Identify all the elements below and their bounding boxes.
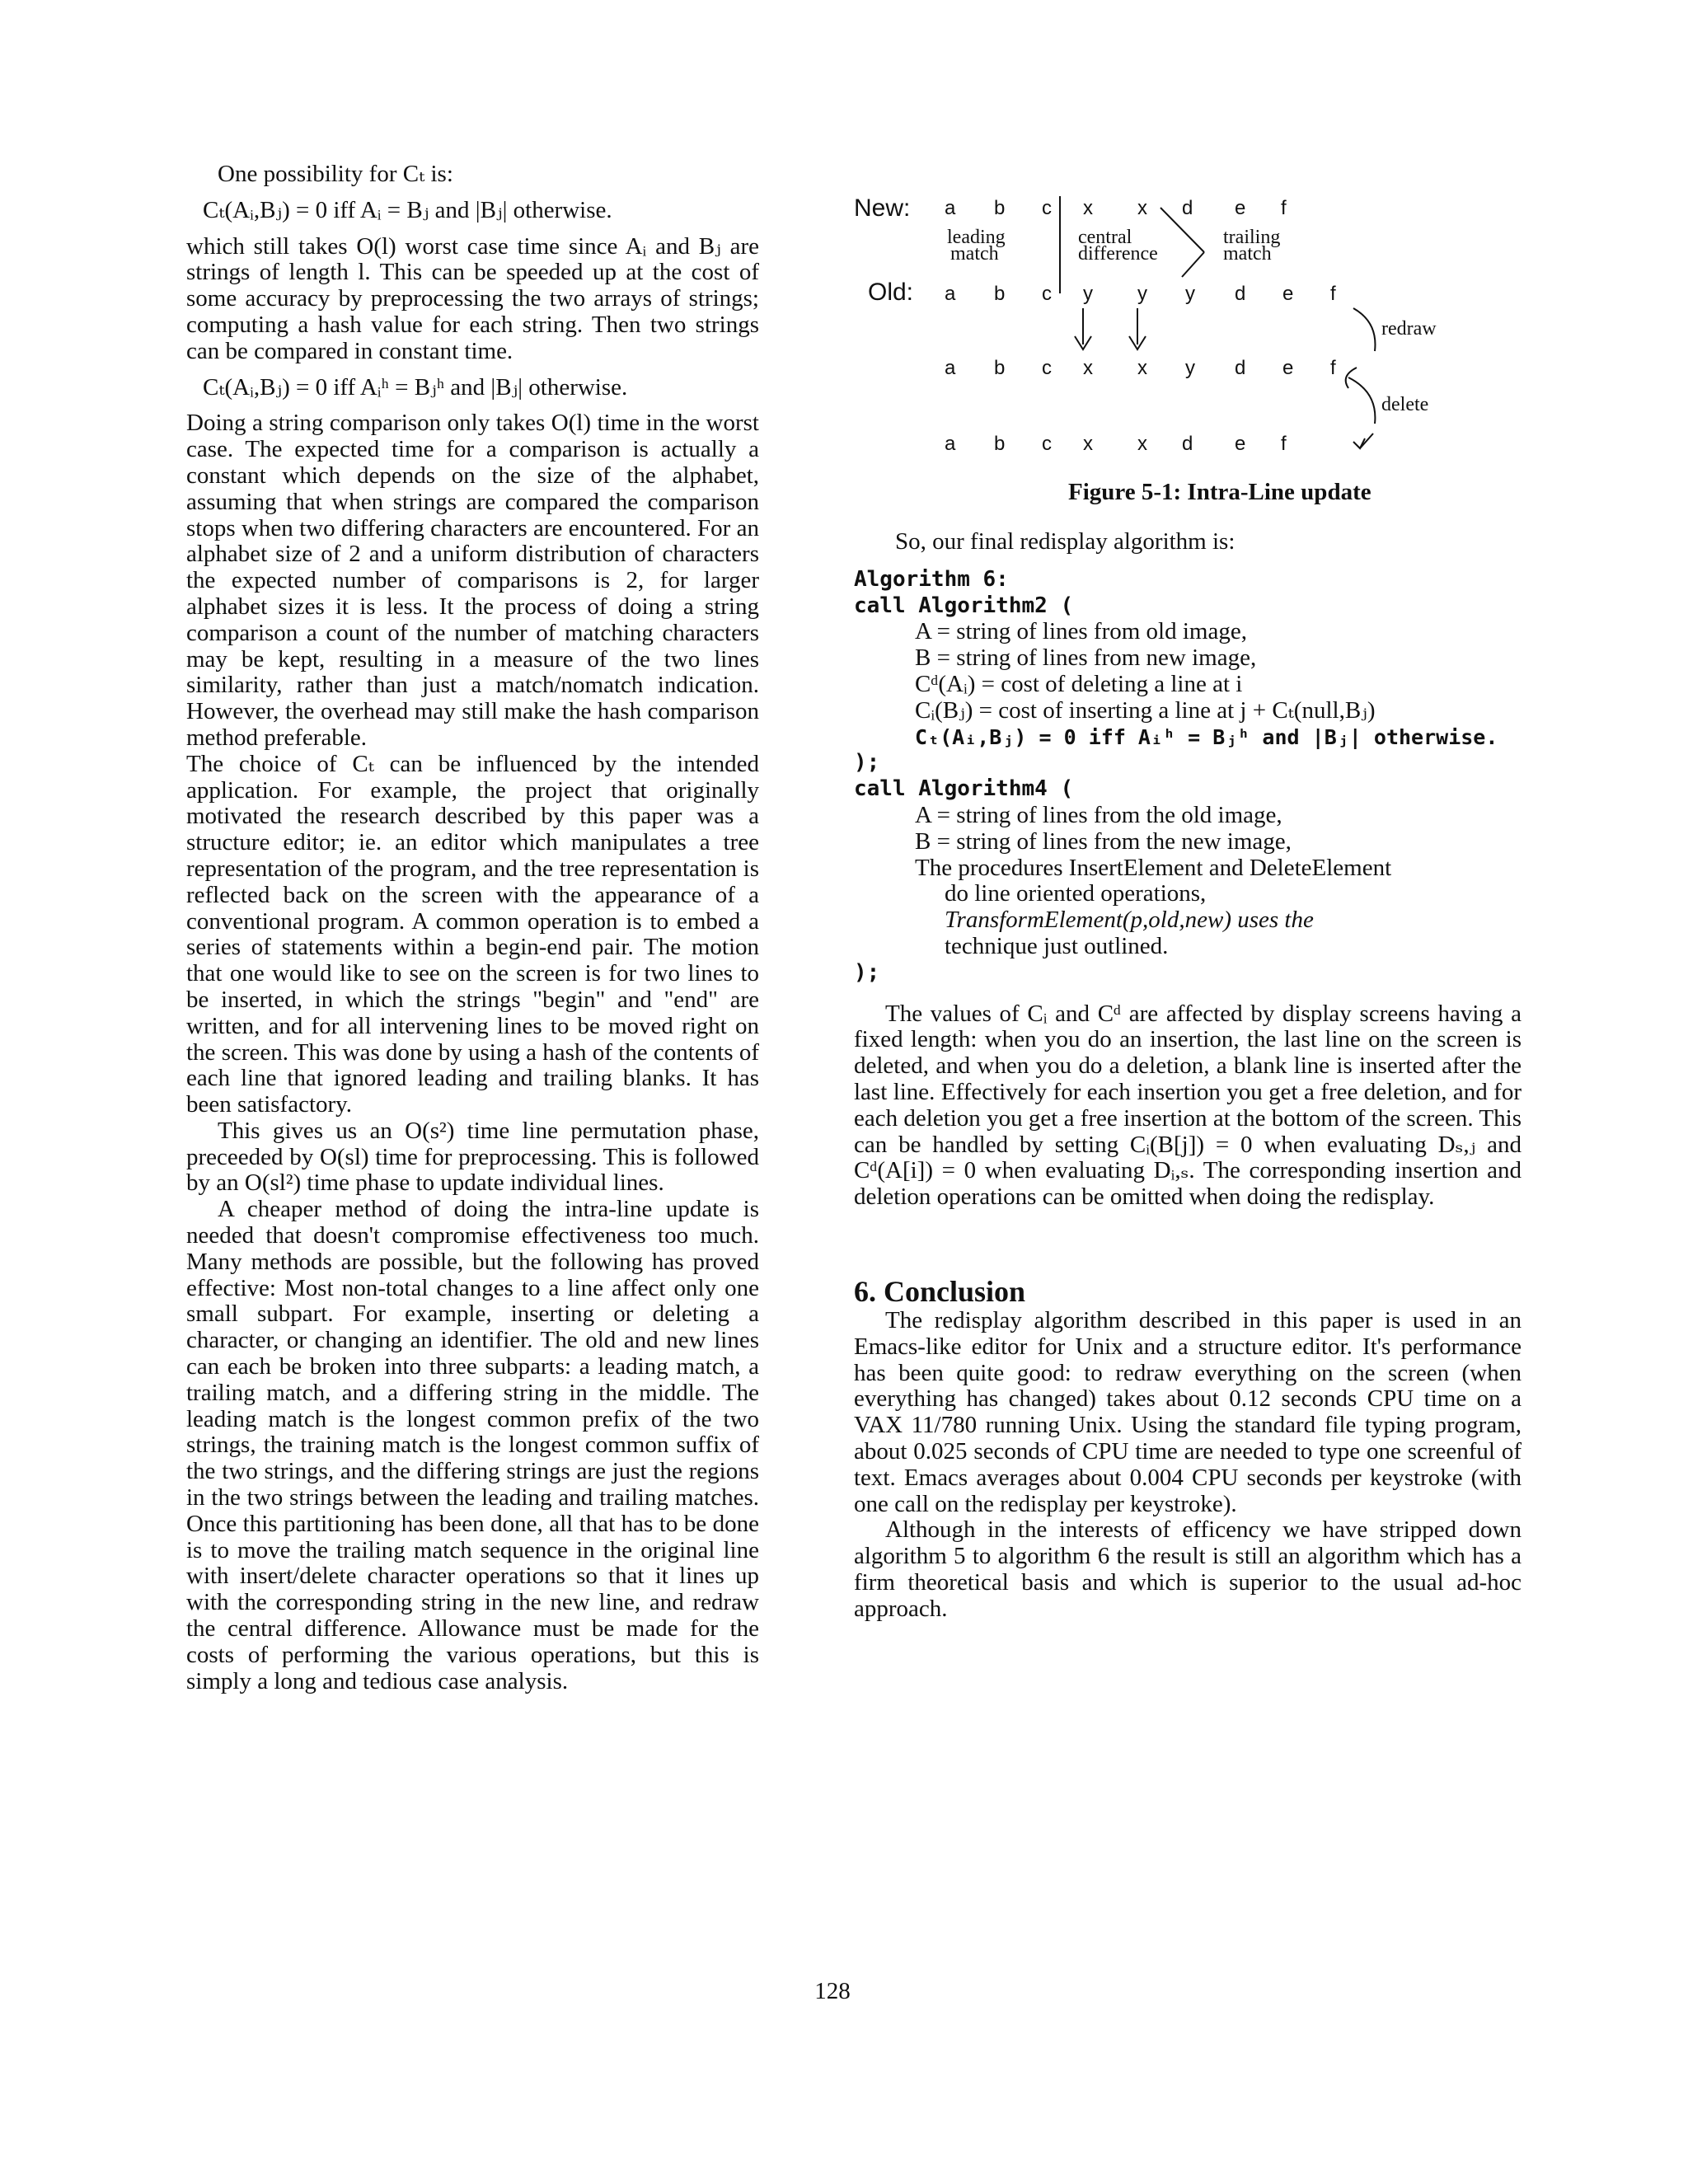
code-line: do line oriented operations, [945, 880, 1207, 907]
figure-char: c [1042, 357, 1052, 379]
algorithm-title: Algorithm 6: [854, 566, 1009, 592]
paragraph: One possibility for Cₜ is: [218, 161, 453, 187]
figure-intra-line-update [854, 162, 1522, 508]
right-column [854, 162, 1522, 1622]
redraw-bracket [1353, 308, 1375, 351]
section-heading: 6. Conclusion [854, 1274, 1026, 1308]
code-line: Cₜ(Aᵢ,Bⱼ) = 0 iff Aᵢʰ = Bⱼʰ and |Bⱼ| otherwise. [915, 724, 1498, 749]
figure-char: f [1281, 433, 1287, 455]
paragraph: Doing a string comparison only takes O(l) time in the worst case. The expected time for a comparison is actually a constant which depends on the size of the alphabet, assuming that when strings are compared the comparison stops when two differing characters are encountered. For an alphabet size of 2 and a uniform distribution of characters the expected number of comparisons is 2, for larger alphabet sizes it is less. It the process of doing a string comparison a count of the number of matching characters may be kept, resulting in a measure of the two lines similarity, rather than just a match/nomatch indication. However, the overhead may still make the hash comparison method preferable. [186, 410, 759, 751]
figure-char: x [1137, 357, 1147, 379]
trailing-label-2: match [1223, 243, 1272, 265]
code-line: Cᵈ(Aᵢ) = cost of deleting a line at i [915, 670, 1243, 697]
code-line: B = string of lines from new image, [915, 644, 1257, 672]
figure-char: b [994, 433, 1006, 455]
figure-char: e [1282, 283, 1294, 305]
figure-char: x [1137, 197, 1147, 219]
figure-char: e [1235, 197, 1246, 219]
figure-char: y [1083, 283, 1093, 305]
central-label-2: difference [1078, 243, 1158, 265]
redraw-label: redraw [1381, 318, 1437, 340]
figure-char: a [945, 433, 956, 455]
figure-diagram [854, 162, 1522, 508]
new-line-chars [945, 197, 1287, 219]
code-line: A = string of lines from the old image, [915, 801, 1282, 828]
code-line: ); [854, 959, 880, 985]
code-line: TransformElement(p,old,new) uses the [945, 907, 1314, 934]
figure-char: c [1042, 433, 1052, 455]
paragraph: This gives us an O(s²) time line permutation phase, preceeded by O(sl) time for preprocessing. This is followed by an O(sl²) time phase to update individual lines. [186, 1117, 759, 1197]
figure-char: f [1281, 197, 1287, 219]
figure-caption: Figure 5-1: Intra-Line update [1068, 479, 1372, 505]
page-number: 128 [814, 1978, 851, 2004]
code-line: The procedures InsertElement and DeleteElement [915, 854, 1392, 881]
trailing-label: trailing [1223, 227, 1281, 248]
figure-char: a [945, 197, 956, 219]
final-line-chars [945, 433, 1287, 455]
figure-char: d [1235, 283, 1246, 305]
new-label: New: [854, 194, 911, 222]
figure-char: x [1083, 197, 1093, 219]
code-line: call Algorithm4 ( [854, 776, 1074, 802]
figure-char: d [1182, 433, 1193, 455]
algorithm-6 [854, 567, 1522, 987]
figure-char: y [1137, 283, 1147, 305]
left-column [186, 162, 759, 1694]
figure-char: c [1042, 283, 1052, 305]
leading-label-2: match [950, 243, 999, 265]
code-line: technique just outlined. [945, 932, 1169, 959]
paragraph: The values of Cᵢ and Cᵈ are affected by display screens having a fixed length: when you do an insertion, the last line on the screen is deleted, and when you do a deletion, a blank line is inserted after the last line. Effectively for each insertion you get a free deletion, and for each deletion you get a free insertion at the bottom of the screen. This can be handled by setting Cᵢ(B[j]) = 0 when evaluating Dₛ,ⱼ and Cᵈ(A[i]) = 0 when evaluating Dᵢ,ₛ. The corresponding insertion and deletion operations can be omitted when doing the redisplay. [854, 1000, 1522, 1211]
figure-char: f [1330, 283, 1336, 305]
old-label: Old: [868, 279, 914, 306]
figure-char: d [1182, 197, 1193, 219]
figure-char: d [1235, 357, 1246, 379]
figure-char: f [1330, 357, 1336, 379]
diagonal-line [1182, 252, 1204, 277]
figure-char: e [1235, 433, 1246, 455]
paragraph: The choice of Cₜ can be influenced by the intended application. For example, the project that originally motivated the research described by this paper was a structure editor; ie. an editor which manipulates a tree representation of the program, and the tree representation is reflected back on the screen with the appearance of a conventional program. A common operation is to embed a series of statements within a begin-end pair. The motion that one would like to see on the screen is for two lines to be inserted, in which the strings "begin" and "end" are written, and for all intervening lines to be moved right on the screen. This was done by using a hash of the contents of each line that ignored leading and trailing blanks. It has been satisfactory. [186, 750, 759, 1118]
figure-char: y [1185, 357, 1195, 379]
figure-char: a [945, 357, 956, 379]
paragraph: which still takes O(l) worst case time since Aᵢ and Bⱼ are strings of length l. This can be speeded up at the cost of some accuracy by preprocessing the two arrays of strings; computing a hash value for each string. Then two strings can be compared in constant time. [186, 232, 759, 364]
code-line: Cᵢ(Bⱼ) = cost of inserting a line at j + Cₜ(null,Bⱼ) [915, 696, 1376, 724]
equation: Cₜ(Aᵢ,Bⱼ) = 0 iff Aᵢʰ = Bⱼʰ and |Bⱼ| otherwise. [203, 373, 628, 401]
figure-char: b [994, 357, 1006, 379]
equation: Cₜ(Aᵢ,Bⱼ) = 0 iff Aᵢ = Bⱼ and |Bⱼ| otherwise. [203, 196, 612, 223]
figure-char: x [1083, 357, 1093, 379]
figure-char: e [1282, 357, 1294, 379]
paragraph: The redisplay algorithm described in this paper is used in an Emacs-like editor for Unix and a structure editor. It's performance has been quite good: to redraw everything on the screen (when everything has changed) takes about 0.12 seconds CPU time on a VAX 11/780 running Unix. Using the standard file typing program, about 0.025 seconds of CPU time are needed to type one screenful of text. Emacs averages about 0.004 CPU seconds per keystroke (with one call on the redisplay per keystroke). [854, 1306, 1522, 1517]
figure-char: a [945, 283, 956, 305]
figure-char: y [1185, 283, 1195, 305]
figure-char: b [994, 197, 1006, 219]
intermediate-line-chars [945, 357, 1336, 379]
paragraph: So, our final redisplay algorithm is: [895, 528, 1236, 555]
figure-char: x [1137, 433, 1147, 455]
paragraph: A cheaper method of doing the intra-line update is needed that doesn't compromise effectiveness too much. Many methods are possible, but the following has proved effective: Most non-total changes to a line affect only one small subpart. For example, inserting or deleting a character, or changing an identifier. The old and new lines can each be broken into three subparts: a leading match, a trailing match, and a differing string in the middle. The leading match is the longest common prefix of the two strings, the training match is the longest common suffix of the two strings, and the differing strings are just the regions in the two strings between the leading and trailing matches. Once this partitioning has been done, all that has to be done is to move the trailing match sequence in the original line with insert/delete character operations so that it lines up with the corresponding string in the new line, and redraw the central difference. Allowance must be made for the costs of performing the various operations, but this is simply a long and tedious case analysis. [186, 1196, 759, 1694]
paragraph: Although in the interests of efficency we have stripped down algorithm 5 to algorithm 6 the result is still an algorithm which has a firm theoretical basis and which is superior to the usual ad-hoc approach. [854, 1516, 1522, 1622]
delete-bracket [1348, 377, 1375, 424]
redraw-arrow [1346, 368, 1357, 388]
code-line: call Algorithm2 ( [854, 593, 1074, 618]
figure-char: c [1042, 197, 1052, 219]
delete-arrowhead [1353, 438, 1365, 448]
old-line-chars [945, 283, 1336, 305]
code-line: B = string of lines from the new image, [915, 827, 1292, 855]
code-line: ); [854, 750, 880, 776]
figure-char: x [1083, 433, 1093, 455]
central-label: central [1078, 227, 1132, 248]
leading-label: leading [947, 227, 1006, 248]
figure-char: b [994, 283, 1006, 305]
code-line: A = string of lines from old image, [915, 618, 1247, 645]
delete-label: delete [1381, 394, 1429, 415]
